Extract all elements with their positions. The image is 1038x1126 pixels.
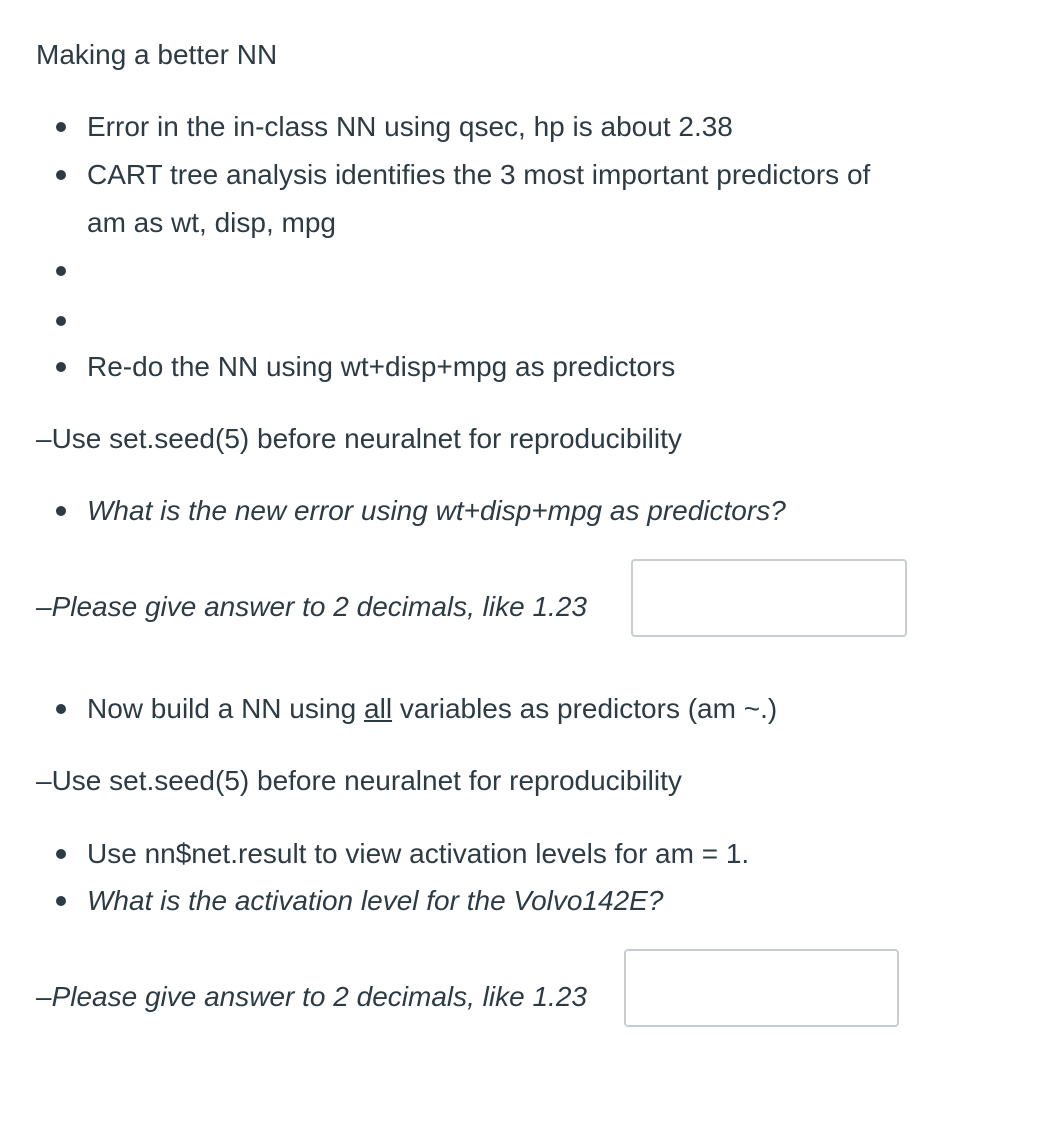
bullet-build-all [87,692,777,726]
build-all-underlined: all [364,693,393,724]
bullet-dot [56,362,66,372]
bullet-dot [56,122,66,132]
page-title: Making a better NN [36,39,278,70]
build-all-suffix: variables as predictors (am ~.) [392,693,778,724]
question-activation-volvo: What is the activation level for the Volvo142E? [87,885,664,916]
answer-input-1[interactable] [631,559,907,637]
seed-note-2: –Use set.seed(5) before neuralnet for reproducibility [36,765,682,796]
bullet-cart-line-2: am as wt, disp, mpg [87,207,336,238]
bullet-activation: Use nn$net.result to view activation levels for am = 1. [87,838,750,869]
bullet-dot [56,170,66,180]
bullet-redo-nn: Re-do the NN using wt+disp+mpg as predictors [87,351,676,382]
answer-prompt-1: –Please give answer to 2 decimals, like 1.23 [36,591,587,622]
build-all-prefix: Now build a NN using [87,693,365,724]
seed-note-1: –Use set.seed(5) before neuralnet for reproducibility [36,423,682,454]
bullet-dot [56,704,66,714]
bullet-dot [56,896,66,906]
empty-bullet-dot [56,316,66,326]
bullet-dot [56,506,66,516]
empty-bullet-dot [56,266,66,276]
bullet-dot [56,849,66,859]
question-new-error: What is the new error using wt+disp+mpg as predictors? [87,495,786,526]
answer-input-2[interactable] [624,949,899,1027]
bullet-error-inclass: Error in the in-class NN using qsec, hp is about 2.38 [87,111,733,142]
bullet-cart-line-1: CART tree analysis identifies the 3 most important predictors of [87,159,871,190]
answer-prompt-2: –Please give answer to 2 decimals, like 1.23 [36,981,587,1012]
